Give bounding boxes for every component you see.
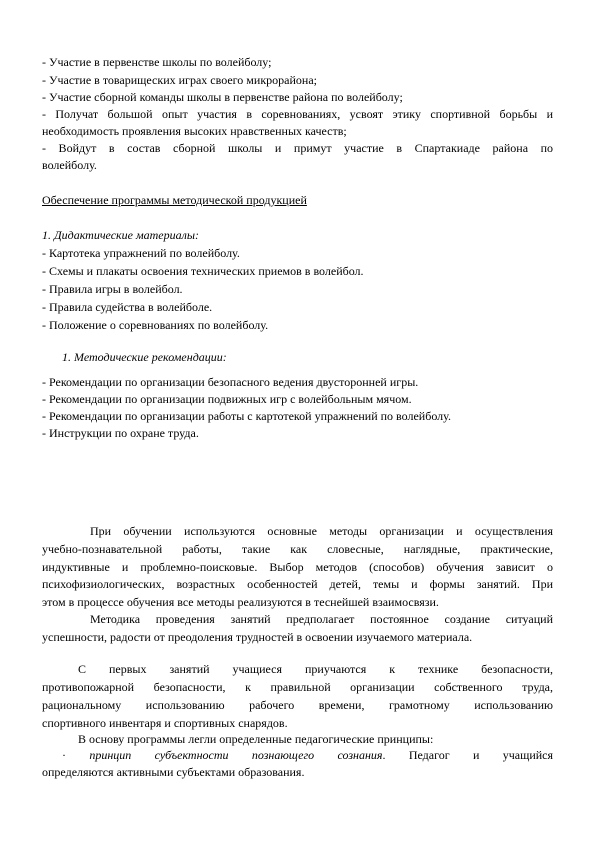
- result-item: - Войдут в состав сборной школы и примут участие в Спартакиаде района по: [42, 141, 553, 155]
- paragraph-line: При обучении используются основные методы организации и осуществления: [90, 524, 553, 538]
- paragraph-line: В основу программы легли определенные педагогические принципы:: [78, 732, 434, 746]
- principle-item: [62, 748, 553, 763]
- paragraph-line: С первых занятий учащиеся приучаются к технике безопасности,: [78, 662, 553, 676]
- paragraph-line: этом в процессе обучения все методы реализуются в теснейшей взаимосвязи.: [42, 595, 439, 609]
- section-title: Обеспечение программы методической продукцией: [42, 193, 307, 207]
- paragraph-line: противопожарной безопасности, к правильной организации собственного труда,: [42, 680, 553, 694]
- paragraph-line: психофизиологических, возрастных особенностей детей, темы и формы занятий. При: [42, 577, 553, 591]
- didactic-item: - Схемы и плакаты освоения технических приемов в волейбол.: [42, 264, 364, 278]
- didactic-item: - Картотека упражнений по волейболу.: [42, 246, 240, 260]
- principle-name: принцип субъектности познающего сознания: [89, 748, 383, 762]
- didactic-item: - Правила игры в волейбол.: [42, 282, 183, 296]
- paragraph-line: индуктивные и проблемно-поисковые. Выбор методов (способов) обучения зависит о: [42, 560, 553, 574]
- result-item: - Получат большой опыт участия в соревнованиях, усвоят этику спортивной борьбы и: [42, 107, 553, 121]
- principle-description: . Педагог и учащийся: [382, 748, 554, 762]
- paragraph-line: Методика проведения занятий предполагает постоянное создание ситуаций: [90, 612, 553, 626]
- paragraph-line: спортивного инвентаря и спортивных снарядов.: [42, 716, 288, 730]
- result-item: - Участие в первенстве школы по волейболу;: [42, 55, 272, 69]
- bullet-glyph: ·: [62, 748, 66, 762]
- methodical-item: - Рекомендации по организации безопасного ведения двусторонней игры.: [42, 375, 419, 389]
- methodical-item: - Инструкции по охране труда.: [42, 426, 199, 440]
- methodical-heading: 1. Методические рекомендации:: [62, 350, 227, 364]
- methodical-item: - Рекомендации по организации работы с картотекой упражнений по волейболу.: [42, 409, 451, 423]
- paragraph-line: успешности, радости от преодоления трудностей в освоении изучаемого материала.: [42, 630, 473, 644]
- paragraph-line: учебно-познавательной работы, такие как словесные, наглядные, практические,: [42, 542, 553, 556]
- result-item-continuation: волейболу.: [42, 158, 97, 172]
- result-item: - Участие в товарищеских играх своего микрорайона;: [42, 73, 317, 87]
- didactic-item: - Правила судейства в волейболе.: [42, 300, 213, 314]
- result-item: - Участие сборной команды школы в первенстве района по волейболу;: [42, 90, 403, 104]
- didactic-heading: 1. Дидактические материалы:: [42, 228, 199, 242]
- principle-continuation: определяются активными субъектами образования.: [42, 765, 305, 779]
- result-item-continuation: необходимость проявления высоких нравственных качеств;: [42, 124, 347, 138]
- paragraph-line: рациональному использованию рабочего времени, грамотному использованию: [42, 698, 553, 712]
- methodical-item: - Рекомендации по организации подвижных игр с волейбольным мячом.: [42, 392, 412, 406]
- didactic-item: - Положение о соревнованиях по волейболу.: [42, 318, 269, 332]
